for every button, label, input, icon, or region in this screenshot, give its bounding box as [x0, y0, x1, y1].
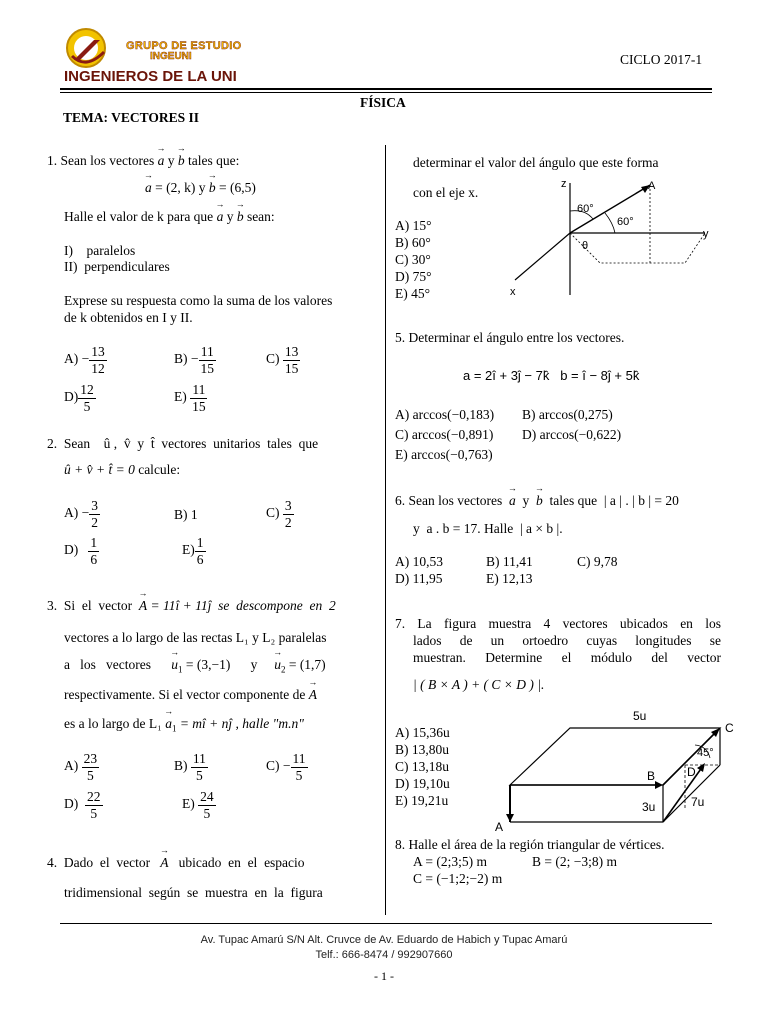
q2-option-b[interactable]: B) 1 — [174, 507, 198, 522]
footer-rule — [60, 923, 712, 924]
q6-option-d[interactable]: D) 11,95 — [395, 571, 443, 586]
x-label: x — [510, 286, 516, 298]
q1-option-e[interactable]: E) $\frac{11}{15}$ — [174, 382, 206, 414]
angle1-label: 60° — [577, 203, 594, 215]
q4-option-e[interactable]: E) 45° — [395, 286, 431, 301]
q7-option-b[interactable]: B) 13,80u — [395, 742, 449, 757]
q4-line4: con el eje x. — [413, 185, 479, 200]
q7-option-e[interactable]: E) 19,21u — [395, 793, 449, 808]
q6-option-c[interactable]: C) 9,78 — [577, 554, 618, 569]
q2-option-a[interactable]: A) − $\frac{3}{2}$ — [64, 498, 98, 530]
column-divider — [385, 145, 386, 915]
theta-label: θ — [582, 240, 589, 252]
q3-option-a[interactable]: A) $\frac{23}{5}$ — [64, 751, 98, 783]
q1-ask: Halle el valor de k para que — [64, 209, 214, 224]
y-label: y — [703, 228, 709, 240]
q7-cuboid-figure — [485, 700, 740, 835]
q2-option-e[interactable]: E) $\frac{1}{6}$ — [182, 535, 204, 567]
length-3u-label: 3u — [642, 800, 656, 814]
q5-option-d[interactable]: D) arccos(−0,622) — [522, 427, 622, 442]
q5-option-e[interactable]: E) arccos(−0,763) — [395, 447, 493, 462]
subject-title: FÍSICA — [360, 95, 406, 110]
topic-title: TEMA: VECTORES II — [63, 110, 200, 125]
q5-equation: a = 2î + 3ĵ − 7k̂ b = î − 8ĵ + 5k̂ — [463, 368, 640, 383]
q3-option-e[interactable]: E) $\frac{24}{5}$ — [182, 789, 214, 821]
q4-axes-figure — [505, 175, 725, 300]
q4-option-a[interactable]: A) 15° — [395, 218, 432, 233]
q5-option-b[interactable]: B) arccos(0,275) — [522, 407, 613, 422]
logo-icon — [64, 26, 124, 70]
q8-vertex-b: B = (2; −3;8) m — [532, 854, 617, 869]
footer-address: Av. Tupac Amarú S/N Alt. Cruvce de Av. Eduardo de Habich y Tupac Amarú — [200, 934, 568, 946]
q1-option-b[interactable]: B) − $\frac{11}{15}$ — [174, 344, 214, 376]
q7-option-d[interactable]: D) 19,10u — [395, 776, 450, 791]
q7-line1: 7. La figura muestra 4 vectores ubicados en los — [395, 616, 721, 631]
q7-line2: lados de un ortoedro cuyas longitudes se — [413, 633, 721, 648]
vector-b-label: B — [647, 769, 656, 783]
q2-option-c[interactable]: C) $\frac{3}{2}$ — [266, 498, 292, 530]
z-label: z — [561, 178, 567, 190]
header-rule-thin — [60, 92, 712, 93]
q1-option-c[interactable]: C) $\frac{13}{15}$ — [266, 344, 299, 376]
q6-option-a[interactable]: A) 10,53 — [395, 554, 443, 569]
q6-line2: y a . b = 17. Halle | a × b |. — [413, 521, 563, 536]
vector-d-label: D — [687, 765, 696, 779]
vector-d-arrow — [663, 766, 703, 822]
q4-line3: determinar el valor del ángulo que este forma — [413, 155, 659, 170]
q8-text: 8. Halle el área de la región triangular de vértices. — [395, 837, 665, 852]
q1-intro: 1. Sean los vectores — [47, 153, 155, 168]
q2-line1a: 2. Sean — [47, 436, 91, 451]
header-rule — [60, 88, 712, 90]
projection-lines — [570, 233, 705, 263]
q3-line2: vectores a lo largo de las rectas L₁ y L₂ paralelas — [64, 630, 327, 645]
q1-note: Exprese su respuesta como la suma de los valores — [64, 293, 333, 308]
q1-def: = (2, k) y — [155, 180, 206, 195]
q8-vertex-a: A = (2;3;5) m — [413, 854, 487, 869]
q7-line3: muestran. Determine el módulo del vector — [413, 650, 721, 665]
q4-line2: tridimensional según se muestra en la figura — [64, 885, 323, 900]
q5-text: 5. Determinar el ángulo entre los vectores. — [395, 330, 625, 345]
q3-option-b[interactable]: B) $\frac{11}{5}$ — [174, 751, 206, 783]
q3-option-d[interactable]: D) $\frac{22}{5}$ — [64, 789, 101, 821]
x-axis — [515, 233, 570, 280]
q1-item: I) paralelos — [64, 243, 136, 258]
footer-phone: Telf.: 666-8474 / 992907660 — [315, 949, 453, 961]
q2-equation: û + v̂ + t̂ = 0 — [64, 462, 135, 477]
q8-vertex-c: C = (−1;2;−2) m — [413, 871, 503, 886]
q1-note: de k obtenidos en I y II. — [64, 310, 193, 325]
q5-option-c[interactable]: C) arccos(−0,891) — [395, 427, 494, 442]
q4-option-d[interactable]: D) 75° — [395, 269, 432, 284]
institution-name: INGENIEROS DE LA UNI — [64, 68, 237, 85]
logo-line2: INGEUNI — [150, 51, 192, 62]
q2-line1b: û , v̂ y t̂ vectores unitarios tales que — [103, 436, 319, 451]
q6-option-b[interactable]: B) 11,41 — [486, 554, 533, 569]
length-7u-label: 7u — [691, 795, 705, 809]
cycle-label: CICLO 2017-1 — [620, 52, 703, 67]
q5-option-a[interactable]: A) arccos(−0,183) — [395, 407, 495, 422]
vector-a-label: A — [495, 820, 504, 834]
angle-45-label: 45° — [697, 747, 714, 759]
q1-option-d[interactable]: D) $\frac{12}{5}$ — [64, 382, 94, 414]
q7-option-a[interactable]: A) 15,36u — [395, 725, 450, 740]
page-number: - 1 - — [374, 969, 394, 983]
q7-line4: | ( B × A ) + ( C × D ) |. — [413, 677, 545, 692]
q4-option-b[interactable]: B) 60° — [395, 235, 431, 250]
q1-option-a[interactable]: A) − $\frac{13}{12}$ — [64, 344, 105, 376]
angle2-label: 60° — [617, 216, 634, 228]
q4-option-c[interactable]: C) 30° — [395, 252, 431, 267]
q7-option-c[interactable]: C) 13,18u — [395, 759, 449, 774]
q6-option-e[interactable]: E) 12,13 — [486, 571, 533, 586]
q1-item: II) perpendiculares — [64, 259, 170, 274]
length-5u-label: 5u — [633, 709, 647, 723]
vector-c-label: C — [725, 721, 734, 735]
q2-option-d[interactable]: D) $\frac{1}{6}$ — [64, 535, 98, 567]
a-label: A — [648, 180, 656, 192]
logo-line1: GRUPO DE ESTUDIO — [126, 40, 242, 52]
q3-option-c[interactable]: C) − $\frac{11}{5}$ — [266, 751, 306, 783]
